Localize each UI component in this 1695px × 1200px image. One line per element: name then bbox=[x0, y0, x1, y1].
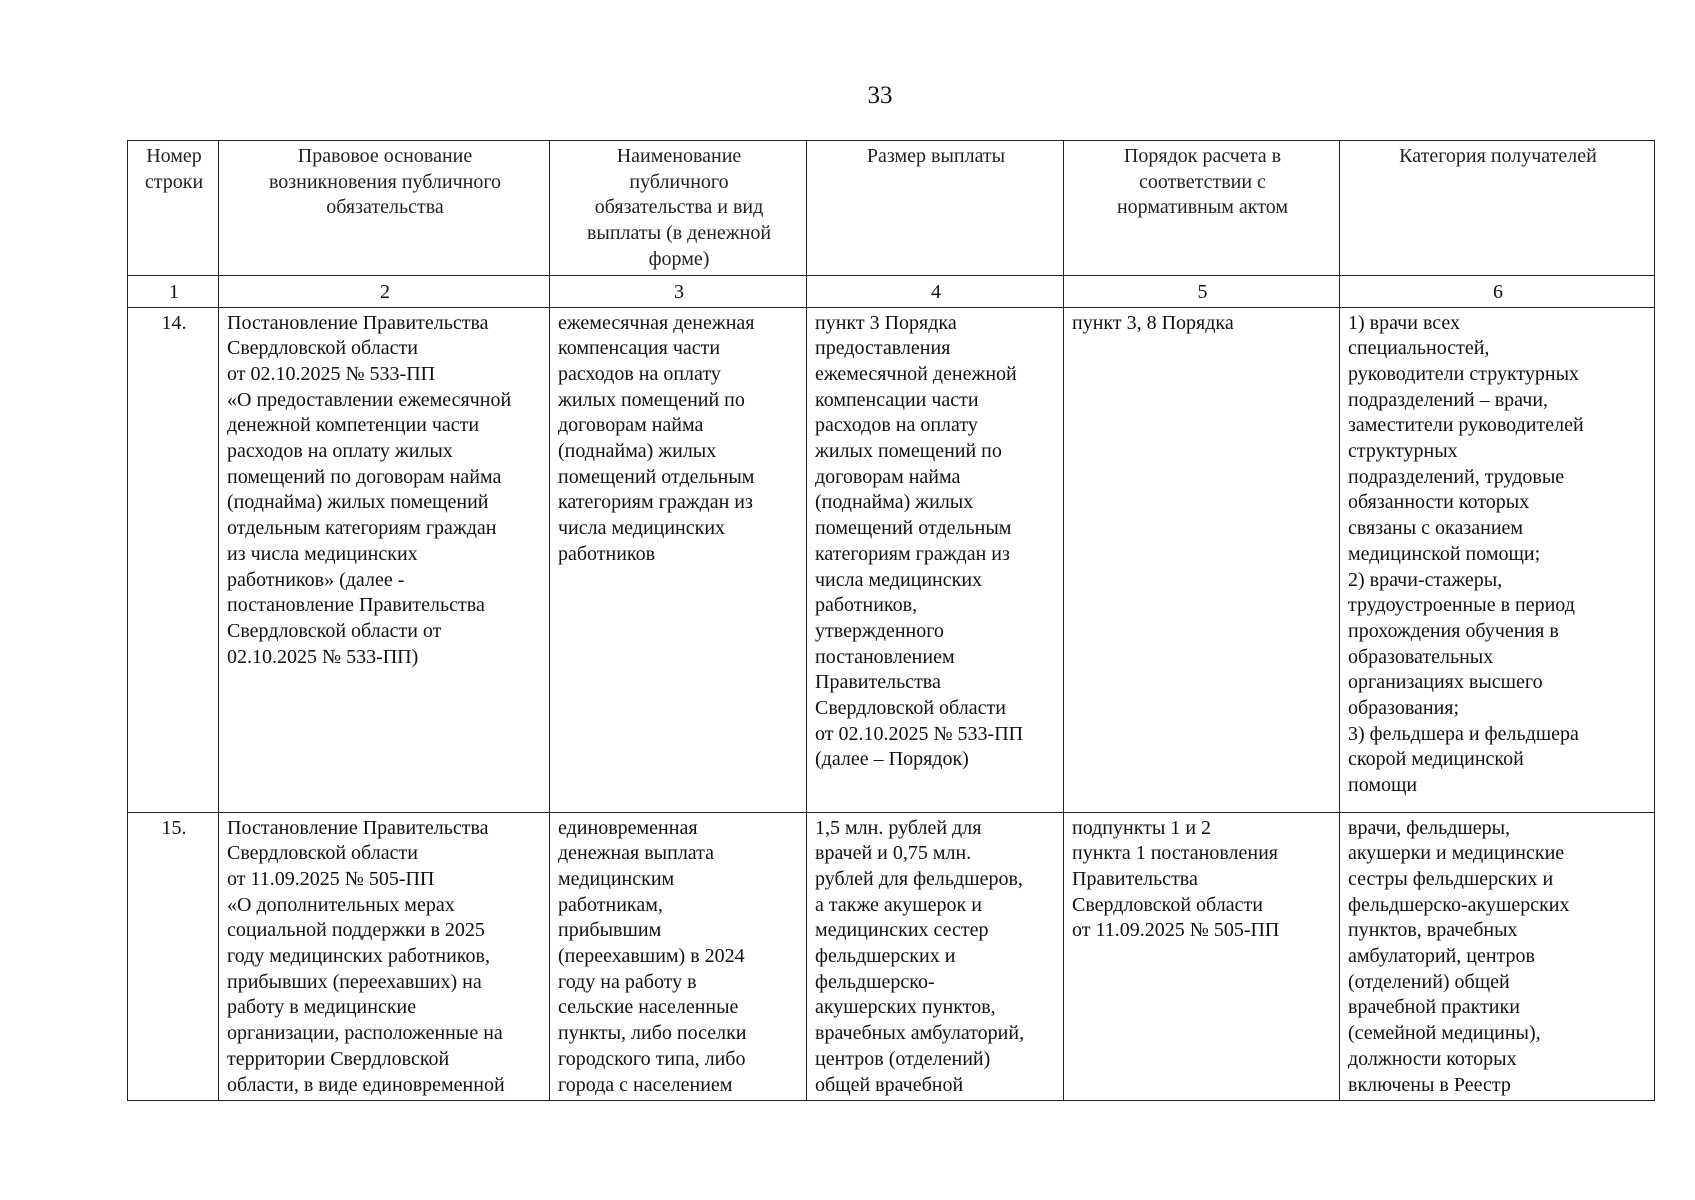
obligation-name-cell: единовременная денежная выплата медицинским работникам, прибывшим (переехавшим) в 2024 году на работу в сельские населенные пункты, либо поселки городского типа, либо города с населением bbox=[550, 812, 807, 1101]
recipients-cell: врачи, фельдшеры, акушерки и медицинские сестры фельдшерских и фельдшерско-акушерских пунктов, врачебных амбулаторий, центров (отделений) общей врачебной практики (семейной медицины), должности которых включены в Реестр bbox=[1340, 812, 1655, 1101]
recipients-cell: 1) врачи всех специальностей, руководители структурных подразделений – врачи, заместители руководителей структурных подразделений, трудовые обязанности которых связаны с оказанием медицинской помощи; 2) врачи-стажеры, трудоустроенные в период прохождения обучения в образовательных организациях высшего образования; 3) фельдшера и фельдшера скорой медицинской помощи bbox=[1340, 307, 1655, 812]
column-number: 2 bbox=[219, 275, 550, 307]
header-recipients: Категория получателей bbox=[1340, 141, 1655, 276]
column-number: 5 bbox=[1064, 275, 1340, 307]
header-obligation-name: Наименование публичного обязательства и вид выплаты (в денежной форме) bbox=[550, 141, 807, 276]
header-calculation-order: Порядок расчета в соответствии с нормативным актом bbox=[1064, 141, 1340, 276]
column-number: 1 bbox=[128, 275, 219, 307]
page-number: 33 bbox=[867, 82, 893, 109]
calculation-order-cell: подпункты 1 и 2 пункта 1 постановления Правительства Свердловской области от 11.09.2025 № 505-ПП bbox=[1064, 812, 1340, 1101]
payment-size-cell: пункт 3 Порядка предоставления ежемесячной денежной компенсации части расходов на оплату жилых помещений по договорам найма (поднайма) жилых помещений отдельным категориям граждан из числа медицинских работников, утвержденного постановлением Правительства Свердловской области от 02.10.2025 № 533-ПП (далее – Порядок) bbox=[807, 307, 1064, 812]
row-number: 14. bbox=[128, 307, 219, 812]
header-legal-basis: Правовое основание возникновения публичного обязательства bbox=[219, 141, 550, 276]
legal-basis-cell: Постановление Правительства Свердловской области от 11.09.2025 № 505-ПП «О дополнительных мерах социальной поддержки в 2025 году медицинских работников, прибывших (переехавших) на работу в медицинские организации, расположенные на территории Свердловской области, в виде единовременной bbox=[219, 812, 550, 1101]
header-payment-size: Размер выплаты bbox=[807, 141, 1064, 276]
header-row-number: Номер строки bbox=[128, 141, 219, 276]
table-row bbox=[128, 307, 1655, 812]
calculation-order-cell: пункт 3, 8 Порядка bbox=[1064, 307, 1340, 812]
legal-basis-cell: Постановление Правительства Свердловской области от 02.10.2025 № 533-ПП «О предоставлении ежемесячной денежной компетенции части расходов на оплату жилых помещений по договорам найма (поднайма) жилых помещений отдельным категориям граждан из числа медицинских работников» (далее - постановление Правительства Свердловской области от 02.10.2025 № 533-ПП) bbox=[219, 307, 550, 812]
column-number: 3 bbox=[550, 275, 807, 307]
table-row bbox=[128, 812, 1655, 1101]
column-number: 4 bbox=[807, 275, 1064, 307]
payment-size-cell: 1,5 млн. рублей для врачей и 0,75 млн. рублей для фельдшеров, а также акушерок и медицинских сестер фельдшерских и фельдшерско- акушерских пунктов, врачебных амбулаторий, центров (отделений) общей врачебной bbox=[807, 812, 1064, 1101]
row-number: 15. bbox=[128, 812, 219, 1101]
table-header-row bbox=[128, 141, 1655, 276]
column-numbers-row bbox=[128, 275, 1655, 307]
public-obligations-table bbox=[127, 140, 1655, 1101]
obligation-name-cell: ежемесячная денежная компенсация части расходов на оплату жилых помещений по договорам найма (поднайма) жилых помещений отдельным категориям граждан из числа медицинских работников bbox=[550, 307, 807, 812]
column-number: 6 bbox=[1340, 275, 1655, 307]
